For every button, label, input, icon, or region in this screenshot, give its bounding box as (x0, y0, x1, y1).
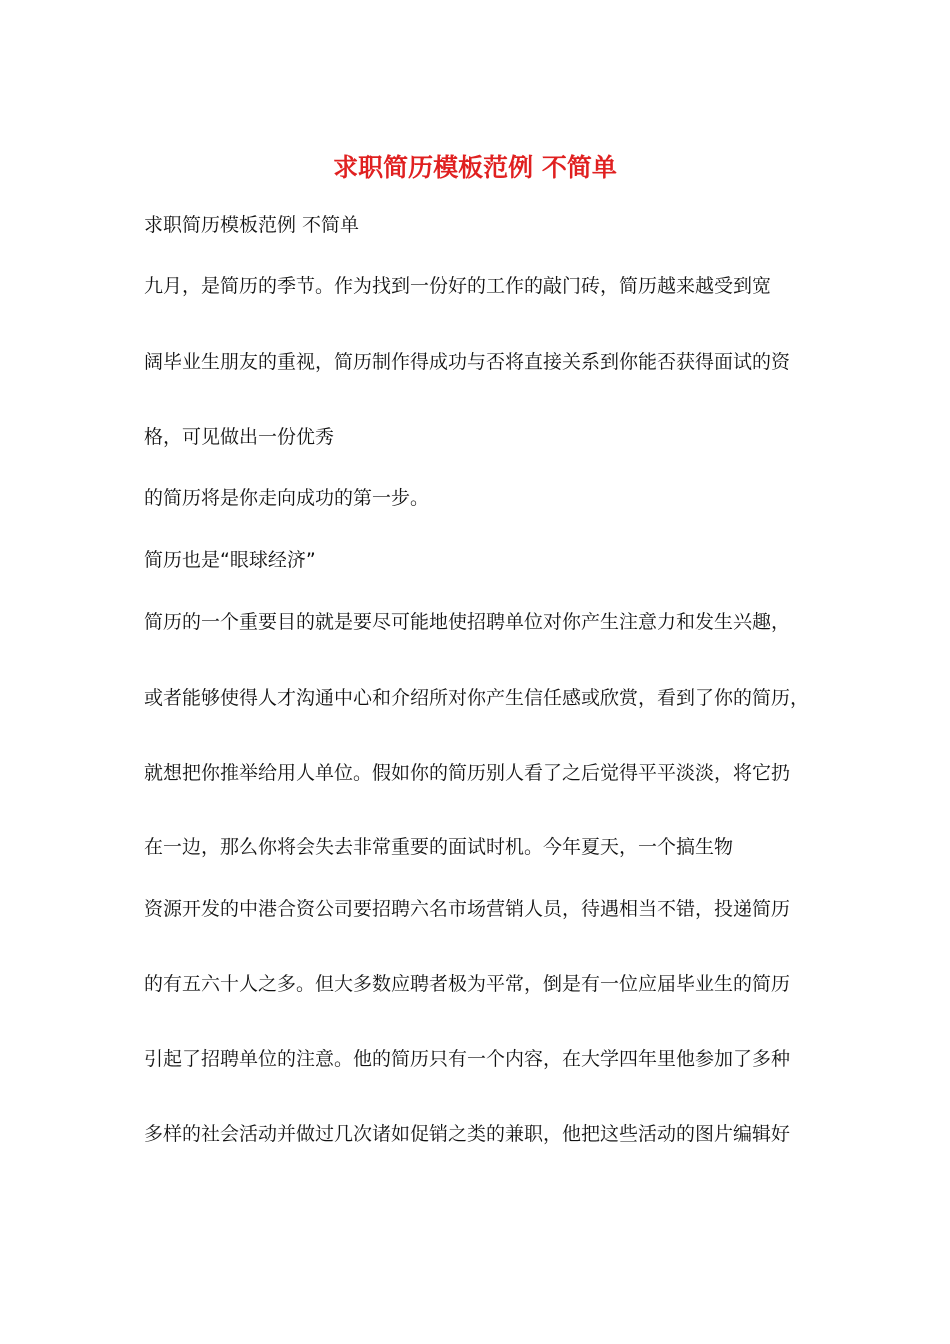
paragraph-line: 引起了招聘单位的注意。他的简历只有一个内容，在大学四年里他参加了多种 (144, 1048, 791, 1070)
document-title: 求职简历模板范例 不简单 (333, 153, 617, 182)
paragraph-line: 阔毕业生朋友的重视，简历制作得成功与否将直接关系到你能否获得面试的资 (144, 351, 791, 373)
paragraph-line: 九月，是简历的季节。作为找到一份好的工作的敲门砖，简历越来越受到宽 (144, 275, 772, 297)
paragraph-line: 的简历将是你走向成功的第一步。 (144, 487, 430, 509)
subtitle-line: 求职简历模板范例 不简单 (144, 214, 360, 236)
paragraph-line: 简历的一个重要目的就是要尽可能地使招聘单位对你产生注意力和发生兴趣， (144, 611, 791, 633)
section-heading-line: 简历也是“眼球经济” (144, 549, 316, 571)
paragraph-line: 格，可见做出一份优秀 (144, 426, 335, 448)
paragraph-line: 的有五六十人之多。但大多数应聘者极为平常，倒是有一位应届毕业生的简历 (144, 973, 791, 995)
paragraph-line: 就想把你推举给用人单位。假如你的简历别人看了之后觉得平平淡淡，将它扔 (144, 762, 791, 784)
paragraph-line: 在一边，那么你将会失去非常重要的面试时机。今年夏天，一个搞生物 (144, 836, 734, 858)
paragraph-line: 或者能够使得人才沟通中心和介绍所对你产生信任感或欣赏，看到了你的简历， (144, 687, 810, 709)
paragraph-line: 多样的社会活动并做过几次诸如促销之类的兼职，他把这些活动的图片编辑好 (144, 1123, 791, 1145)
paragraph-line: 资源开发的中港合资公司要招聘六名市场营销人员，待遇相当不错，投递简历 (144, 898, 791, 920)
